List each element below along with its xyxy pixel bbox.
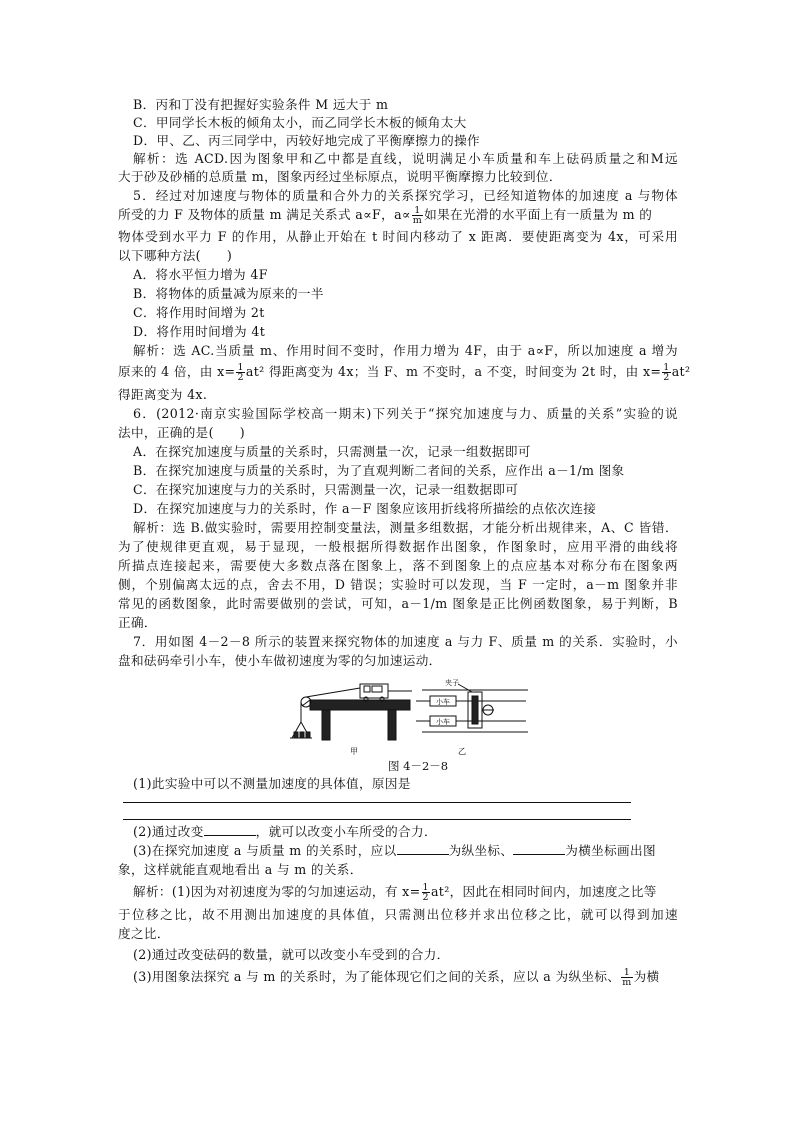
solution-5-line3: 得距离变为 4x. xyxy=(118,387,208,402)
option-c: C．在探究加速度与力的关系时，只需测量一次，记录一组数据即可 xyxy=(133,482,519,497)
option-c: C．将作用时间增为 2t xyxy=(133,305,265,320)
option-b: B．在探究加速度与质量的关系时，为了直观判断二者间的关系，应作出 a－1/m 图象 xyxy=(133,463,625,478)
option-b: B．丙和丁没有把握好实验条件 M 远大于 m xyxy=(133,97,389,112)
apparatus-figure xyxy=(282,678,530,760)
answer-blank[interactable] xyxy=(513,843,565,855)
question-5-line2 xyxy=(118,206,652,225)
table-top xyxy=(310,700,410,710)
solution-7-line3: 度之比． xyxy=(118,926,170,941)
relation-text: 所受的力 F 及物体的质量 m 满足关系式 a∝F，a∝ xyxy=(118,207,411,222)
question-6-line2: 法中，正确的是( ) xyxy=(118,425,246,440)
solution-6-line1: 解析：选 B.做实验时，需要用控制变量法，测量多组数据，才能分析出规律来，A、C 皆错． xyxy=(133,520,678,535)
question-6-line1: 6．(2012·南京实验国际学校高一期末)下列关于“探究加速度与力、质量的关系”实验的说 xyxy=(133,406,678,421)
sub-question-3-cont: 象，这样就能直观地看出 a 与 m 的关系． xyxy=(118,862,363,877)
solution-6-line3: 所描点连接起来，需要使大多数点落在图象上，落不到图象上的点应基本对称分布在图象两 xyxy=(118,558,678,573)
option-c: C．甲同学长木板的倾角太小，而乙同学长木板的倾角太大 xyxy=(133,115,467,130)
solution-5-line1: 解析：选 AC.当质量 m、作用时间不变时，作用力增为 4F，由于 a∝F，所以加速度 a 增为 xyxy=(133,343,678,358)
table-leg-right xyxy=(388,710,396,740)
solution-4-line2: 大于砂及砂桶的总质量 m，图象丙经过坐标原点，说明平衡摩擦力比较到位． xyxy=(118,169,562,184)
label-car-1: 小车 xyxy=(436,698,450,706)
fraction-1-over-m: $\frac{1}{m}$ xyxy=(412,205,423,226)
table-leg-left xyxy=(322,710,330,740)
solution-6-line6: 正确． xyxy=(118,615,157,630)
answer-line-2 xyxy=(123,819,631,820)
label-jia: 甲 xyxy=(350,747,358,756)
sub-question-3: (3)在探究加速度 a 与质量 m 的关系时，应以 为纵坐标、 为横坐标画出图 xyxy=(133,843,656,858)
solution-6-line2: 为了使规律更直观，易于显现，一般根据所得数据作出图象，作图象时，应用平滑的曲线将 xyxy=(118,539,678,554)
option-d: D．在探究加速度与力的关系时，作 a－F 图象应该用折线将所描绘的点依次连接 xyxy=(133,501,597,516)
option-d: D．将作用时间增为 4t xyxy=(133,324,266,339)
option-a: A．将水平恒力增为 4F xyxy=(133,267,268,282)
label-jiazi: 夹子 xyxy=(445,679,459,687)
question-5-line3: 物体受到水平力 F 的作用，从静止开始在 t 时间内移动了 x 距离．要使距离变为 4x，可采用 xyxy=(118,229,678,244)
relation-text-2: 如果在光滑的水平面上有一质量为 m 的 xyxy=(424,207,653,222)
solution-7-line2: 于位移之比，故不用测出加速度的具体值，只需测出位移并求出位移之比，就可以得到加速 xyxy=(118,907,678,922)
answer-blank[interactable] xyxy=(397,843,449,855)
solution-7-line4: (2)通过改变砝码的数量，就可以改变小车受到的合力． xyxy=(133,947,450,962)
fraction-1-over-2: $\frac{1}{2}$ xyxy=(663,362,670,383)
question-5-line1: 5．经过对加速度与物体的质量和合外力的关系探究学习，已经知道物体的加速度 a 与物体 xyxy=(133,188,678,203)
solution-7-line1: 解析：(1)因为对初速度为零的匀加速运动，有 x= $\frac{1}{2}$ at²，因此在相同时间内，加速度之比等 xyxy=(133,882,657,903)
solution-7-line5: (3)用图象法探究 a 与 m 的关系时，为了能体现它们之间的关系，应以 a 为纵坐标、 $\frac{1}{m}$ 为横 xyxy=(133,967,660,988)
question-5-line4: 以下哪种方法( ) xyxy=(118,248,233,263)
option-a: A．在探究加速度与质量的关系时，只需测量一次，记录一组数据即可 xyxy=(133,444,531,459)
question-7-line2: 盘和砝码牵引小车，使小车做初速度为零的匀加速运动． xyxy=(118,653,442,668)
fraction-1-over-2: $\frac{1}{2}$ xyxy=(237,362,244,383)
sub-question-1: (1)此实验中可以不测量加速度的具体值，原因是 xyxy=(133,776,411,791)
label-car-2: 小车 xyxy=(436,718,450,726)
answer-line-1 xyxy=(123,802,631,803)
question-7-line1: 7．用如图 4－2－8 所示的装置来探究物体的加速度 a 与力 F、质量 m 的关系．实验时，小 xyxy=(133,634,678,649)
fraction-1-over-m: $\frac{1}{m}$ xyxy=(622,967,632,988)
answer-blank[interactable] xyxy=(204,824,256,836)
solution-6-line5: 常见的函数图象，此时需要做别的尝试，可知，a－1/m 图象是正比例函数图象，易于判断，B xyxy=(118,596,678,611)
option-d: D．甲、乙、丙三同学中，丙较好地完成了平衡摩擦力的操作 xyxy=(133,133,480,148)
fraction-1-over-2: $\frac{1}{2}$ xyxy=(422,882,429,903)
sub-question-2: (2)通过改变 ，就可以改变小车所受的合力． xyxy=(133,824,437,839)
label-yi: 乙 xyxy=(458,747,466,756)
option-b: B．将物体的质量减为原来的一半 xyxy=(133,286,324,301)
solution-4-line1: 解析：选 ACD.因为图象甲和乙中都是直线，说明满足小车质量和车上砝码质量之和M远 xyxy=(133,151,678,166)
figure-caption: 图 4－2－8 xyxy=(388,759,449,773)
solution-6-line4: 侧，个别偏离太远的点，舍去不用，D 错误；实验时可以发现，当 F 一定时，a－m 图象并非 xyxy=(118,577,678,592)
solution-5-line2: 原来的 4 倍，由 x= $\frac{1}{2}$ at² 得距离变为 4x；当 F、m 不变时，a 不变，时间变为 2t 时，由 x= $\frac{1}{2}$ at² xyxy=(118,362,691,383)
